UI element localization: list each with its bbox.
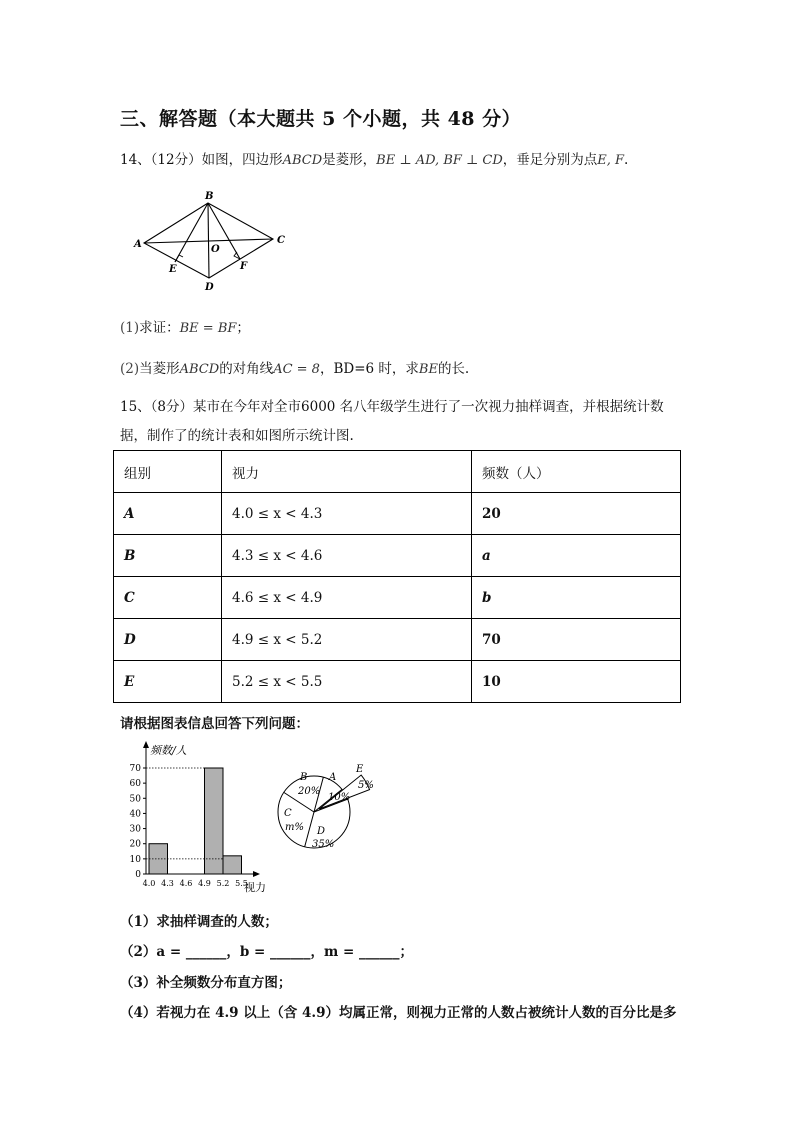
rhombus-figure [125,186,295,296]
histogram-x-tick-label: 4.6 [179,879,193,888]
vision-table [113,450,681,703]
label-a: A [134,239,142,250]
q14-quad: ABCD [282,153,323,168]
pie-percent-a: 10% [328,792,351,803]
q14-part1-number: (1) [120,320,140,336]
q14-statement [120,148,628,168]
table-cell-group: C [114,577,222,619]
histogram-y-tick-label: 10 [129,854,141,865]
table-cell-range: 5.2 ≤ x < 5.5 [222,661,472,703]
table-cell-range: 4.3 ≤ x < 4.6 [222,535,472,577]
histogram-chart [120,738,278,898]
table-header-cell: 视力 [222,451,472,493]
table-row [114,661,681,703]
q14-part1-end: ； [236,320,250,336]
table-cell-freq: 70 [472,619,681,661]
q14-suffix: ，垂足分别为点 [502,152,598,168]
pie-percent-c: m% [285,822,304,833]
q15-sub3: （3）补全频数分布直方图； [120,975,292,991]
pie-label-b: B [300,772,308,783]
table-cell-range: 4.6 ≤ x < 4.9 [222,577,472,619]
q14-part2-mid2: ，BD=6 时，求 [319,361,419,377]
q14-part1-math: BE = BF [179,321,237,336]
q14-part2-quad: ABCD [179,362,220,377]
q14-mid: 是菱形， [322,152,377,168]
pie-percent-e: 5% [358,780,374,791]
table-header-cell: 组别 [114,451,222,493]
pie-chart [272,756,382,868]
table-cell-freq: a [472,535,681,577]
section-heading: 三、解答题（本大题共 5 个小题，共 48 分） [120,108,522,130]
histogram-y-tick-label: 40 [129,809,141,820]
q14-part1-text: 求证： [139,320,180,336]
table-row [114,535,681,577]
diagonal-bd [208,203,209,278]
q14-part2-mid: 的对角线 [219,361,274,377]
histogram-bar [205,768,224,874]
table-cell-range: 4.9 ≤ x < 5.2 [222,619,472,661]
histogram-y-tick-label: 30 [129,824,141,835]
table-cell-freq: b [472,577,681,619]
q15-sub1: （1）求抽样调查的人数； [120,914,278,930]
pie-label-a: A [329,772,337,783]
q14-part2-math: AC = 8 [273,362,320,377]
histogram-x-tick-label: 5.2 [216,879,230,888]
table-row [114,619,681,661]
q14-condition: BE ⊥ AD, BF ⊥ CD [376,153,503,168]
histogram-ylabel: 频数/人 [150,744,187,757]
table-cell-range: 4.0 ≤ x < 4.3 [222,493,472,535]
table-cell-freq: 20 [472,493,681,535]
table-header-cell: 频数（人） [472,451,681,493]
q15-sub2: （2）a = ______，b = ______，m = ______； [120,944,413,960]
histogram-x-tick-label: 4.0 [142,879,156,888]
table-cell-group: A [114,493,222,535]
label-f: F [240,261,248,272]
q15-line1: 15、（8分）某市在今年对全市6000 名八年级学生进行了一次视力抽样调查，并根据统计数 [120,399,664,415]
table-row [114,577,681,619]
q14-part2-number: (2) [120,361,140,377]
q15-sub4: （4）若视力在 4.9 以上（含 4.9）均属正常，则视力正常的人数占被统计人数的百分比是多 [120,1005,677,1021]
label-o: O [211,244,220,255]
histogram-x-arrow [253,871,260,877]
histogram-x-tick-label: 5.5 [235,879,248,888]
q14-part2 [120,357,469,377]
histogram-y-arrow [143,741,149,748]
pie-label-d: D [317,826,326,837]
q14-part2-end: 的长. [437,361,470,377]
table-row [114,493,681,535]
histogram-y-tick-label: 70 [129,764,141,774]
q14-end: . [624,152,629,168]
pie-label-c: C [284,808,292,819]
q14-part1 [120,316,250,336]
q14-feet: E, F [597,153,625,168]
label-b: B [205,191,214,202]
histogram-y-tick-label: 60 [129,779,141,790]
table-cell-freq: 10 [472,661,681,703]
histogram-y-tick-label: 20 [129,839,141,850]
pie-percent-b: 20% [298,786,321,797]
label-d: D [205,282,214,293]
label-e: E [169,264,177,275]
q15-line2: 据，制作了的统计表和如图所示统计图. [120,428,354,444]
histogram-xlabel: 视力 [244,881,266,894]
q14-part2-math2: BE [418,362,438,377]
histogram-y-tick-label: 0 [135,870,141,880]
q14-prefix: 14、（12分）如图，四边形 [120,152,283,168]
table-cell-group: E [114,661,222,703]
table-header-row [114,451,681,493]
pie-percent-d: 35% [312,839,335,850]
label-c: C [277,235,285,246]
segment-be [175,203,208,262]
pie-label-e: E [356,764,364,775]
histogram-x-tick-label: 4.3 [161,879,174,888]
histogram-bar [223,856,242,874]
histogram-y-tick-label: 50 [129,794,141,805]
q14-part2-text: 当菱形 [139,361,180,377]
histogram-x-tick-label: 4.9 [198,879,211,888]
table-cell-group: D [114,619,222,661]
table-cell-group: B [114,535,222,577]
q15-prompt: 请根据图表信息回答下列问题： [120,716,309,732]
